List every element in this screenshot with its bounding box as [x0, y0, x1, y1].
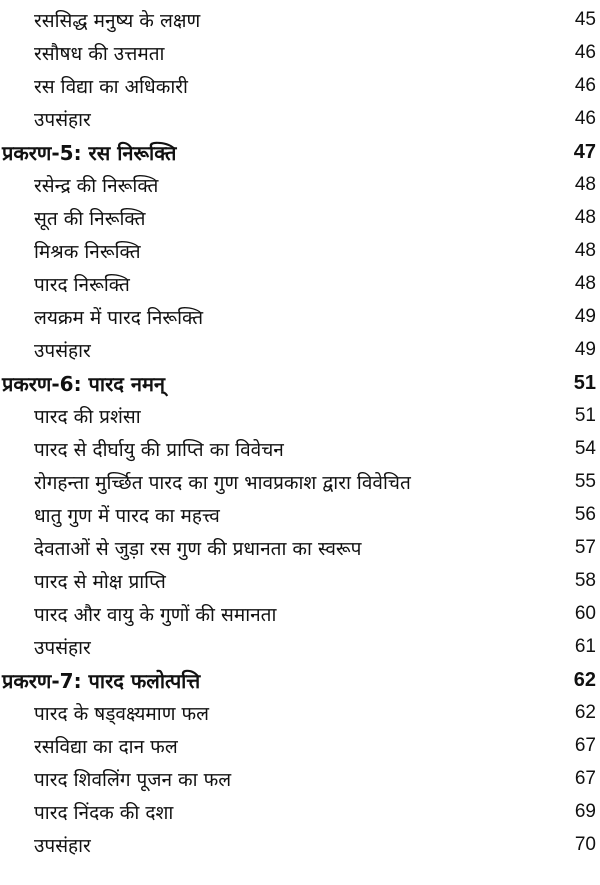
page-number: 48 [574, 273, 596, 294]
entry-title: मिश्रक निरूक्ति [34, 241, 141, 263]
chapter-title: प्रकरण-6: पारद नमन् [2, 371, 166, 396]
page-number: 51 [573, 371, 596, 394]
toc-entry [0, 400, 600, 432]
entry-title: उपसंहार [34, 835, 91, 857]
page-number: 67 [574, 768, 596, 789]
entry-title: रसविद्या का दान फल [34, 736, 178, 758]
toc-entry [0, 334, 600, 366]
toc-entry [0, 565, 600, 597]
toc-entry [0, 499, 600, 531]
page-number: 69 [574, 801, 596, 822]
page-number: 62 [573, 668, 596, 691]
page-number: 47 [573, 140, 596, 163]
page-number: 67 [574, 735, 596, 756]
entry-title: उपसंहार [34, 637, 91, 659]
entry-title: धातु गुण में पारद का महत्त्व [34, 505, 220, 527]
entry-title: उपसंहार [34, 340, 91, 362]
page-number: 48 [574, 174, 596, 195]
page-number: 51 [574, 405, 596, 426]
entry-title: पारद और वायु के गुणों की समानता [34, 604, 277, 626]
toc-entry [0, 796, 600, 828]
chapter-title: प्रकरण-7: पारद फलोत्पत्ति [2, 668, 201, 693]
page-number: 49 [574, 339, 596, 360]
entry-title: रसेन्द्र की निरूक्ति [34, 175, 159, 197]
entry-title: सूत की निरूक्ति [34, 208, 146, 230]
toc-entry [0, 730, 600, 762]
toc-entry [0, 631, 600, 663]
page-number: 46 [574, 42, 596, 63]
entry-title: रससिद्ध मनुष्य के लक्षण [34, 10, 201, 32]
toc-entry [0, 829, 600, 861]
entry-title: पारद शिवलिंग पूजन का फल [34, 769, 232, 791]
page-number: 49 [574, 306, 596, 327]
entry-title: देवताओं से जुड़ा रस गुण की प्रधानता का स्वरूप [34, 538, 362, 560]
page-number: 58 [574, 570, 596, 591]
page-number: 57 [574, 537, 596, 558]
toc-entry [0, 70, 600, 102]
entry-title: उपसंहार [34, 109, 91, 131]
entry-title: पारद से दीर्घायु की प्राप्ति का विवेचन [34, 439, 284, 461]
toc-entry [0, 532, 600, 564]
chapter-title: प्रकरण-5: रस निरूक्ति [2, 140, 177, 165]
toc-entry [0, 37, 600, 69]
toc-entry [0, 433, 600, 465]
page-number: 62 [574, 702, 596, 723]
entry-title: पारद निंदक की दशा [34, 802, 174, 824]
page-number: 48 [574, 240, 596, 261]
page-number: 45 [574, 9, 596, 30]
entry-title: रसौषध की उत्तमता [34, 43, 165, 65]
toc-chapter-heading [0, 136, 600, 168]
page-number: 46 [574, 75, 596, 96]
toc-entry [0, 268, 600, 300]
entry-title: लयक्रम में पारद निरूक्ति [34, 307, 204, 329]
toc-entry [0, 202, 600, 234]
entry-title: पारद की प्रशंसा [34, 406, 141, 428]
toc-entry [0, 598, 600, 630]
toc-entry [0, 763, 600, 795]
toc-entry [0, 697, 600, 729]
page-number: 61 [574, 636, 596, 657]
page-number: 48 [574, 207, 596, 228]
toc-chapter-heading [0, 664, 600, 696]
toc-entry [0, 169, 600, 201]
page-number: 70 [574, 834, 596, 855]
toc-chapter-heading [0, 367, 600, 399]
page-number: 55 [574, 471, 596, 492]
toc-entry [0, 103, 600, 135]
toc-entry [0, 301, 600, 333]
toc-entry [0, 235, 600, 267]
toc-entry [0, 4, 600, 36]
page-number: 54 [574, 438, 596, 459]
entry-title: रोगहन्ता मुर्च्छित पारद का गुण भावप्रकाश द्वारा विवेचित [34, 472, 411, 494]
toc-entry [0, 466, 600, 498]
page-number: 56 [574, 504, 596, 525]
page-number: 60 [574, 603, 596, 624]
entry-title: पारद निरूक्ति [34, 274, 130, 296]
entry-title: रस विद्या का अधिकारी [34, 76, 188, 98]
entry-title: पारद से मोक्ष प्राप्ति [34, 571, 166, 593]
entry-title: पारद के षड्वक्ष्यमाण फल [34, 703, 210, 725]
page-number: 46 [574, 108, 596, 129]
